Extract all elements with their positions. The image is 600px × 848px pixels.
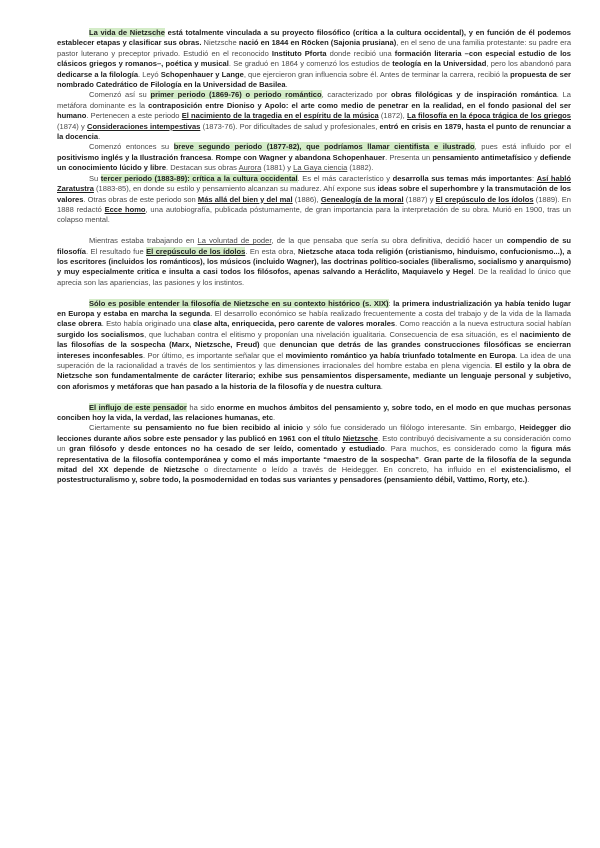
- document-page: [57, 28, 571, 486]
- text-run: (1882).: [347, 163, 374, 173]
- text-run: figura más representativa de la filosofía contemporánea y como el más importante “maestro de la sospecha”: [57, 444, 571, 464]
- text-run: . Leyó: [138, 69, 161, 79]
- paragraph-p8: [57, 423, 571, 485]
- text-run: o directamente o leído a través de Heidegger. En concreto, ha influido en el: [198, 465, 502, 475]
- text-run: denuncian que detrás de las grandes construcciones filosóficas se encierran intereses inconfesables: [57, 340, 571, 360]
- work-title: La Gaya ciencia: [293, 163, 348, 173]
- text-run: .: [98, 132, 101, 142]
- work-title: Consideraciones intempestivas: [87, 121, 201, 131]
- work-title: La filosofía en la época trágica de los griegos: [406, 111, 571, 121]
- text-run: dedicarse a la filología: [57, 69, 139, 79]
- text-run: y: [531, 152, 540, 162]
- text-run: y sólo fue considerado un filólogo interesante. Sin embargo,: [303, 423, 520, 433]
- text-run: .: [285, 80, 288, 90]
- text-run: . Destacan sus obras: [166, 163, 239, 173]
- text-run: . Para muchos, es considerado como la: [384, 444, 532, 454]
- work-title: Así habló Zaratustra: [57, 173, 572, 194]
- text-run: movimiento romántico ya había triunfado totalmente en Europa: [285, 350, 516, 360]
- text-run: . Como reacción a la nueva estructura social habían: [395, 319, 571, 329]
- text-run: Comenzó así su: [89, 90, 151, 100]
- text-run: . Se graduó en 1864 y comenzó los estudios de: [228, 59, 393, 69]
- text-run: . La idea de una superación de la racionalidad a través de los sentimientos y las dimensiones irracionales del hombre estaba en plena vigencia.: [57, 350, 572, 370]
- highlighted-text: primer periodo (1869-76) o periodo romántico: [150, 90, 322, 100]
- text-run: . Otras obras de este periodo son: [83, 194, 198, 204]
- text-run: . Por último, es importante señalar que el: [142, 350, 286, 360]
- text-run: , una autobiografía, publicada póstumamente, de gran importancia para la interpretación de su obra. Murió en 1900, tras un colapso mental.: [57, 204, 571, 225]
- text-run: .: [527, 475, 530, 485]
- text-run: ideas sobre el superhombre y la transmutación de los valores: [57, 184, 571, 204]
- work-title: Ecce homo: [104, 204, 146, 214]
- highlighted-text: breve segundo periodo (1877-82), que podríamos llamar cientifista e ilustrado: [173, 142, 475, 152]
- work-title: Aurora: [238, 163, 262, 173]
- text-run: Instituto Pforta: [271, 48, 327, 58]
- text-run: su pensamiento no fue bien recibido al inicio: [133, 423, 304, 433]
- text-run: teología en la Universidad: [392, 59, 487, 69]
- text-run: .: [273, 412, 276, 422]
- text-run: (1874) y: [57, 121, 87, 131]
- text-run: . De la realidad lo único que aprecia son las apariencias, las pasiones y los instintos.: [57, 267, 571, 287]
- text-run: (1883-85), en donde su estilo y pensamiento alcanzan su madurez. Ahí expone sus: [93, 184, 378, 194]
- text-run: (1872),: [378, 111, 407, 121]
- work-title: Nietzsche: [342, 433, 378, 443]
- highlighted-text: El influjo de este pensador: [89, 402, 187, 412]
- text-run: la primera industrialización ya había tenido lugar en Europa y estaba en marcha la segunda: [57, 298, 571, 318]
- text-run: donde recibió una: [326, 48, 395, 58]
- text-run: El estilo y la obra de Nietzsche son fundamentalmente de carácter literario; exhibe sus pensamientos dispersamente, mediante un lenguaje personal y subjetivo, con aforismos y metáforas que han pasado a la historia de la filosofía y de nuestra cultura: [57, 360, 571, 391]
- text-run: Nietzsche ataca toda religión (cristianismo, hinduismo, confucionismo...), a los escritores (incluidos los románticos), los músicos (incluido Wagner), las doctrinas político-sociales (liberalismo, socialismo y anarquismo) y muy especialmente critica e insulta a casi todos los filósofos, apenas salvando a Heráclito, Maquiavelo y Hegel: [57, 246, 572, 277]
- text-run: , de la que pensaba que sería su obra definitiva, decidió hacer un: [271, 236, 507, 246]
- text-run: Gran parte de la filosofía de la segunda mitad del XX depende de Nietzsche: [57, 454, 571, 475]
- highlighted-text: El crepúsculo de los ídolos: [146, 246, 246, 256]
- text-run: . Pertenecen a este periodo: [86, 111, 182, 121]
- text-run: .: [211, 152, 216, 162]
- text-run: (1886),: [292, 194, 321, 204]
- text-run: (Marx, Nietzsche, Freud): [169, 340, 260, 350]
- paragraph-p6: [57, 299, 571, 393]
- work-title: La voluntad de poder: [197, 236, 272, 246]
- text-run: clase alta, enriquecida, pero carente de valores morales: [193, 319, 396, 329]
- text-run: contraposición entre Dioniso y Apolo: el arte como medio de penetrar en la realidad, en el fondo pasional del ser humano: [57, 100, 571, 121]
- text-run: . Esto había originado una: [101, 319, 194, 329]
- highlighted-text: Sólo es posible entender la filosofía de Nietzsche en su contexto histórico (s. XIX): [89, 298, 389, 308]
- text-run: . Es el más característico y: [297, 173, 393, 183]
- text-run: clase obrera: [57, 319, 102, 329]
- text-run: gran filósofo y desde entonces no ha cesado de ser leído, comentado y estudiado: [69, 444, 385, 454]
- text-run: Su: [89, 173, 101, 183]
- text-run: (1881) y: [261, 163, 294, 173]
- text-run: formación literaria –con especial estudio de los clásicos griegos y romanos–, poética y musical: [57, 48, 571, 69]
- text-run: , que luchaban contra el elitismo y proponían una nivelación igualitaria. Consecuencia de esa situación, es el: [144, 329, 520, 339]
- text-run: Nietzsche: [201, 38, 239, 48]
- text-run: , que ejercieron gran influencia sobre él. Antes de terminar la carrera, recibió la: [243, 69, 511, 79]
- text-run: (1889). En 1888 redactó: [57, 194, 572, 214]
- text-run: Rompe con Wagner y abandona Schopenhauer: [215, 152, 386, 162]
- text-run: nació en 1844 en Röcken (Sajonia prusiana): [238, 38, 397, 48]
- text-run: , pues está influido por el: [474, 142, 571, 152]
- text-run: surgido los socialismos: [57, 329, 145, 339]
- text-run: (1887) y: [403, 194, 436, 204]
- text-run: desarrolla sus temas más importantes: [392, 173, 532, 183]
- text-run: , caracterizado por: [321, 90, 392, 100]
- text-run: . Presenta un: [385, 152, 433, 162]
- text-run: , en el seno de una familia protestante: su padre era pastor luterano y preceptor privado. Estudió en el reconocido: [57, 38, 572, 58]
- text-run: :: [388, 298, 394, 308]
- work-title: El crepúsculo de los ídolos: [435, 194, 534, 204]
- text-run: está totalmente vinculada a su proyecto filosófico (crítica a la cultura occidental), y en función de él podemos establecer etapas y clasificar sus obras.: [57, 28, 571, 48]
- text-run: .: [418, 454, 424, 464]
- work-title: Más allá del bien y del mal: [197, 194, 293, 204]
- text-run: propuesta de ser nombrado Catedrático de Filología en la Universidad de Basilea: [57, 69, 571, 90]
- paragraph-p1: [57, 28, 571, 90]
- highlighted-text: tercer periodo (1883-89): crítica a la cultura occidental: [100, 173, 298, 183]
- text-run: defiende un conocimiento lúcido y libre: [57, 152, 571, 173]
- text-run: . En esta obra,: [245, 246, 298, 256]
- paragraph-p4: [57, 174, 571, 226]
- text-run: . El resultado fue: [85, 246, 147, 256]
- paragraph-p3: [57, 142, 571, 173]
- text-run: positivismo inglés y la Ilustración francesa: [57, 152, 212, 162]
- text-run: . Esto contribuyó decisivamente a su consideración como un: [57, 433, 571, 454]
- text-run: . La metáfora dominante es la: [57, 90, 571, 110]
- highlighted-text: La vida de Nietzsche: [89, 28, 165, 37]
- work-title: El nacimiento de la tragedia en el espíritu de la música: [181, 111, 379, 121]
- text-run: .: [380, 381, 383, 391]
- work-title: Genealogía de la moral: [320, 194, 404, 204]
- text-run: :: [531, 173, 537, 183]
- text-run: Ciertamente: [89, 423, 134, 433]
- text-run: Mientras estaba trabajando en: [89, 236, 198, 246]
- paragraph-p2: [57, 90, 571, 142]
- text-run: existencialismo, el postestructuralismo y, sobre todo, la posmodernidad en todas sus variantes y pensadores (pensamiento débil, Vattimo, Rorty, etc.): [57, 465, 571, 485]
- text-run: (1873-76). Por dificultades de salud y profesionales,: [200, 121, 380, 131]
- text-run: enorme en muchos ámbitos del pensamiento y, sobre todo, en el modo en que muchas personas conciben hoy la vida, la verdad, las relaciones humanas, etc: [57, 402, 572, 422]
- text-run: obras filológicas y de inspiración romántica: [391, 90, 557, 100]
- text-run: entró en crisis en 1879, hasta el punto de renunciar a la docencia: [57, 121, 571, 142]
- text-run: ha sido: [186, 402, 217, 412]
- text-run: , pero los abandonó para: [486, 59, 572, 69]
- text-run: compendio de su filosofía: [57, 236, 572, 256]
- text-run: Comenzó entonces su: [89, 142, 174, 152]
- text-run: pensamiento antimetafísico: [432, 152, 532, 162]
- paragraph-p5: [57, 236, 571, 288]
- text-run: nacimiento de las filosofías de la sospecha: [57, 329, 571, 350]
- text-run: Schopenhauer y Lange: [160, 69, 244, 79]
- text-run: . El desarrollo económico se había realizado frecuentemente a costa del trabajo y de la vida de la llamada: [210, 308, 572, 318]
- text-run: que: [259, 340, 280, 350]
- paragraph-p7: [57, 403, 571, 424]
- text-run: Heidegger dio lecciones durante años sobre este pensador y las publicó en 1961 con el título: [57, 423, 572, 443]
